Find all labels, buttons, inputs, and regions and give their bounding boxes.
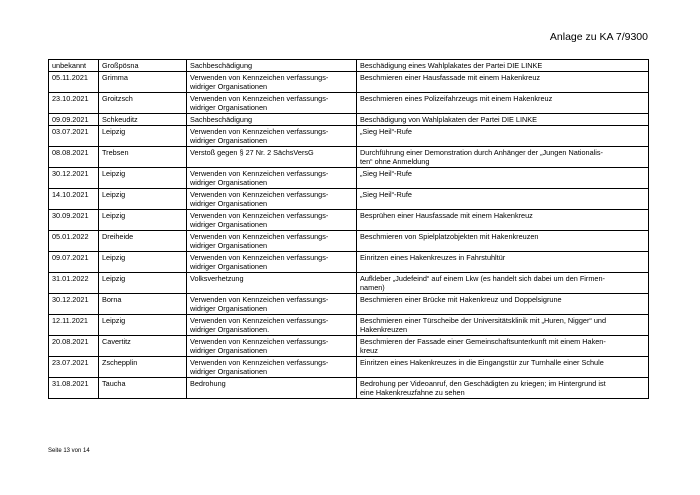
place-cell: Leipzig bbox=[99, 126, 187, 147]
description-cell: Beschmieren einer Brücke mit Hakenkreuz und Doppelsigrune bbox=[357, 294, 649, 315]
table-row bbox=[49, 252, 649, 273]
date-cell: 23.07.2021 bbox=[49, 357, 99, 378]
place-cell: Leipzig bbox=[99, 210, 187, 231]
table-row bbox=[49, 294, 649, 315]
place-cell: Borna bbox=[99, 294, 187, 315]
place-cell: Cavertitz bbox=[99, 336, 187, 357]
date-cell: 09.09.2021 bbox=[49, 114, 99, 126]
description-cell: Aufkleber „Judefeind“ auf einem Lkw (es handelt sich dabei um den Firmen- namen) bbox=[357, 273, 649, 294]
table-row bbox=[49, 60, 649, 72]
offense-cell: Verwenden von Kennzeichen verfassungs- widriger Organisationen. bbox=[187, 315, 357, 336]
table-row bbox=[49, 378, 649, 399]
description-cell: Beschmieren einer Türscheibe der Universitätsklinik mit „Huren, Nigger“ und Hakenkreuzen bbox=[357, 315, 649, 336]
offense-cell: Verwenden von Kennzeichen verfassungs- widriger Organisationen bbox=[187, 189, 357, 210]
place-cell: Dreiheide bbox=[99, 231, 187, 252]
date-cell: 14.10.2021 bbox=[49, 189, 99, 210]
table-row bbox=[49, 336, 649, 357]
date-cell: unbekannt bbox=[49, 60, 99, 72]
place-cell: Taucha bbox=[99, 378, 187, 399]
offense-cell: Sachbeschädigung bbox=[187, 60, 357, 72]
date-cell: 08.08.2021 bbox=[49, 147, 99, 168]
date-cell: 30.12.2021 bbox=[49, 294, 99, 315]
description-cell: Einritzen eines Hakenkreuzes in Fahrstuhltür bbox=[357, 252, 649, 273]
table-row bbox=[49, 315, 649, 336]
table-row bbox=[49, 168, 649, 189]
date-cell: 09.07.2021 bbox=[49, 252, 99, 273]
incident-table bbox=[48, 59, 649, 399]
place-cell: Leipzig bbox=[99, 252, 187, 273]
date-cell: 12.11.2021 bbox=[49, 315, 99, 336]
place-cell: Großpösna bbox=[99, 60, 187, 72]
table-row bbox=[49, 273, 649, 294]
description-cell: Durchführung einer Demonstration durch Anhänger der „Jungen Nationalis- ten“ ohne Anmeldung bbox=[357, 147, 649, 168]
table-row bbox=[49, 357, 649, 378]
description-cell: „Sieg Heil“-Rufe bbox=[357, 126, 649, 147]
place-cell: Leipzig bbox=[99, 315, 187, 336]
table-row bbox=[49, 147, 649, 168]
table-row bbox=[49, 114, 649, 126]
offense-cell: Sachbeschädigung bbox=[187, 114, 357, 126]
offense-cell: Verwenden von Kennzeichen verfassungs- widriger Organisationen bbox=[187, 357, 357, 378]
offense-cell: Verstoß gegen § 27 Nr. 2 SächsVersG bbox=[187, 147, 357, 168]
date-cell: 03.07.2021 bbox=[49, 126, 99, 147]
place-cell: Groitzsch bbox=[99, 93, 187, 114]
page-number: Seite 13 von 14 bbox=[48, 448, 90, 454]
place-cell: Leipzig bbox=[99, 168, 187, 189]
offense-cell: Verwenden von Kennzeichen verfassungs- widriger Organisationen bbox=[187, 294, 357, 315]
date-cell: 31.01.2022 bbox=[49, 273, 99, 294]
offense-cell: Volksverhetzung bbox=[187, 273, 357, 294]
description-cell: Beschädigung von Wahlplakaten der Partei DIE LINKE bbox=[357, 114, 649, 126]
date-cell: 05.11.2021 bbox=[49, 72, 99, 93]
place-cell: Zschepplin bbox=[99, 357, 187, 378]
offense-cell: Verwenden von Kennzeichen verfassungs- widriger Organisationen bbox=[187, 231, 357, 252]
offense-cell: Verwenden von Kennzeichen verfassungs- widriger Organisationen bbox=[187, 72, 357, 93]
offense-cell: Verwenden von Kennzeichen verfassungs- widriger Organisationen bbox=[187, 252, 357, 273]
date-cell: 30.12.2021 bbox=[49, 168, 99, 189]
table-row bbox=[49, 72, 649, 93]
description-cell: Besprühen einer Hausfassade mit einem Hakenkreuz bbox=[357, 210, 649, 231]
description-cell: Beschmieren von Spielplatzobjekten mit Hakenkreuzen bbox=[357, 231, 649, 252]
date-cell: 23.10.2021 bbox=[49, 93, 99, 114]
date-cell: 30.09.2021 bbox=[49, 210, 99, 231]
table-row bbox=[49, 210, 649, 231]
date-cell: 20.08.2021 bbox=[49, 336, 99, 357]
description-cell: „Sieg Heil“-Rufe bbox=[357, 189, 649, 210]
table-row bbox=[49, 126, 649, 147]
document-reference: Anlage zu KA 7/9300 bbox=[549, 31, 648, 43]
offense-cell: Bedrohung bbox=[187, 378, 357, 399]
table-row bbox=[49, 189, 649, 210]
offense-cell: Verwenden von Kennzeichen verfassungs- widriger Organisationen bbox=[187, 93, 357, 114]
description-cell: Beschädigung eines Wahlplakates der Partei DIE LINKE bbox=[357, 60, 649, 72]
table-row bbox=[49, 231, 649, 252]
incident-table-body bbox=[49, 60, 649, 399]
description-cell: Beschmieren der Fassade einer Gemeinschaftsunterkunft mit einem Haken- kreuz bbox=[357, 336, 649, 357]
description-cell: Einritzen eines Hakenkreuzes in die Eingangstür zur Turnhalle einer Schule bbox=[357, 357, 649, 378]
place-cell: Grimma bbox=[99, 72, 187, 93]
offense-cell: Verwenden von Kennzeichen verfassungs- widriger Organisationen bbox=[187, 126, 357, 147]
description-cell: Beschmieren einer Hausfassade mit einem Hakenkreuz bbox=[357, 72, 649, 93]
description-cell: „Sieg Heil“-Rufe bbox=[357, 168, 649, 189]
place-cell: Schkeuditz bbox=[99, 114, 187, 126]
place-cell: Leipzig bbox=[99, 189, 187, 210]
description-cell: Bedrohung per Videoanruf, den Geschädigten zu kriegen; im Hintergrund ist eine Hakenkreuzfahne zu sehen bbox=[357, 378, 649, 399]
date-cell: 05.01.2022 bbox=[49, 231, 99, 252]
description-cell: Beschmieren eines Polizeifahrzeugs mit einem Hakenkreuz bbox=[357, 93, 649, 114]
place-cell: Leipzig bbox=[99, 273, 187, 294]
offense-cell: Verwenden von Kennzeichen verfassungs- widriger Organisationen bbox=[187, 210, 357, 231]
place-cell: Trebsen bbox=[99, 147, 187, 168]
table-row bbox=[49, 93, 649, 114]
date-cell: 31.08.2021 bbox=[49, 378, 99, 399]
offense-cell: Verwenden von Kennzeichen verfassungs- widriger Organisationen bbox=[187, 336, 357, 357]
offense-cell: Verwenden von Kennzeichen verfassungs- widriger Organisationen bbox=[187, 168, 357, 189]
